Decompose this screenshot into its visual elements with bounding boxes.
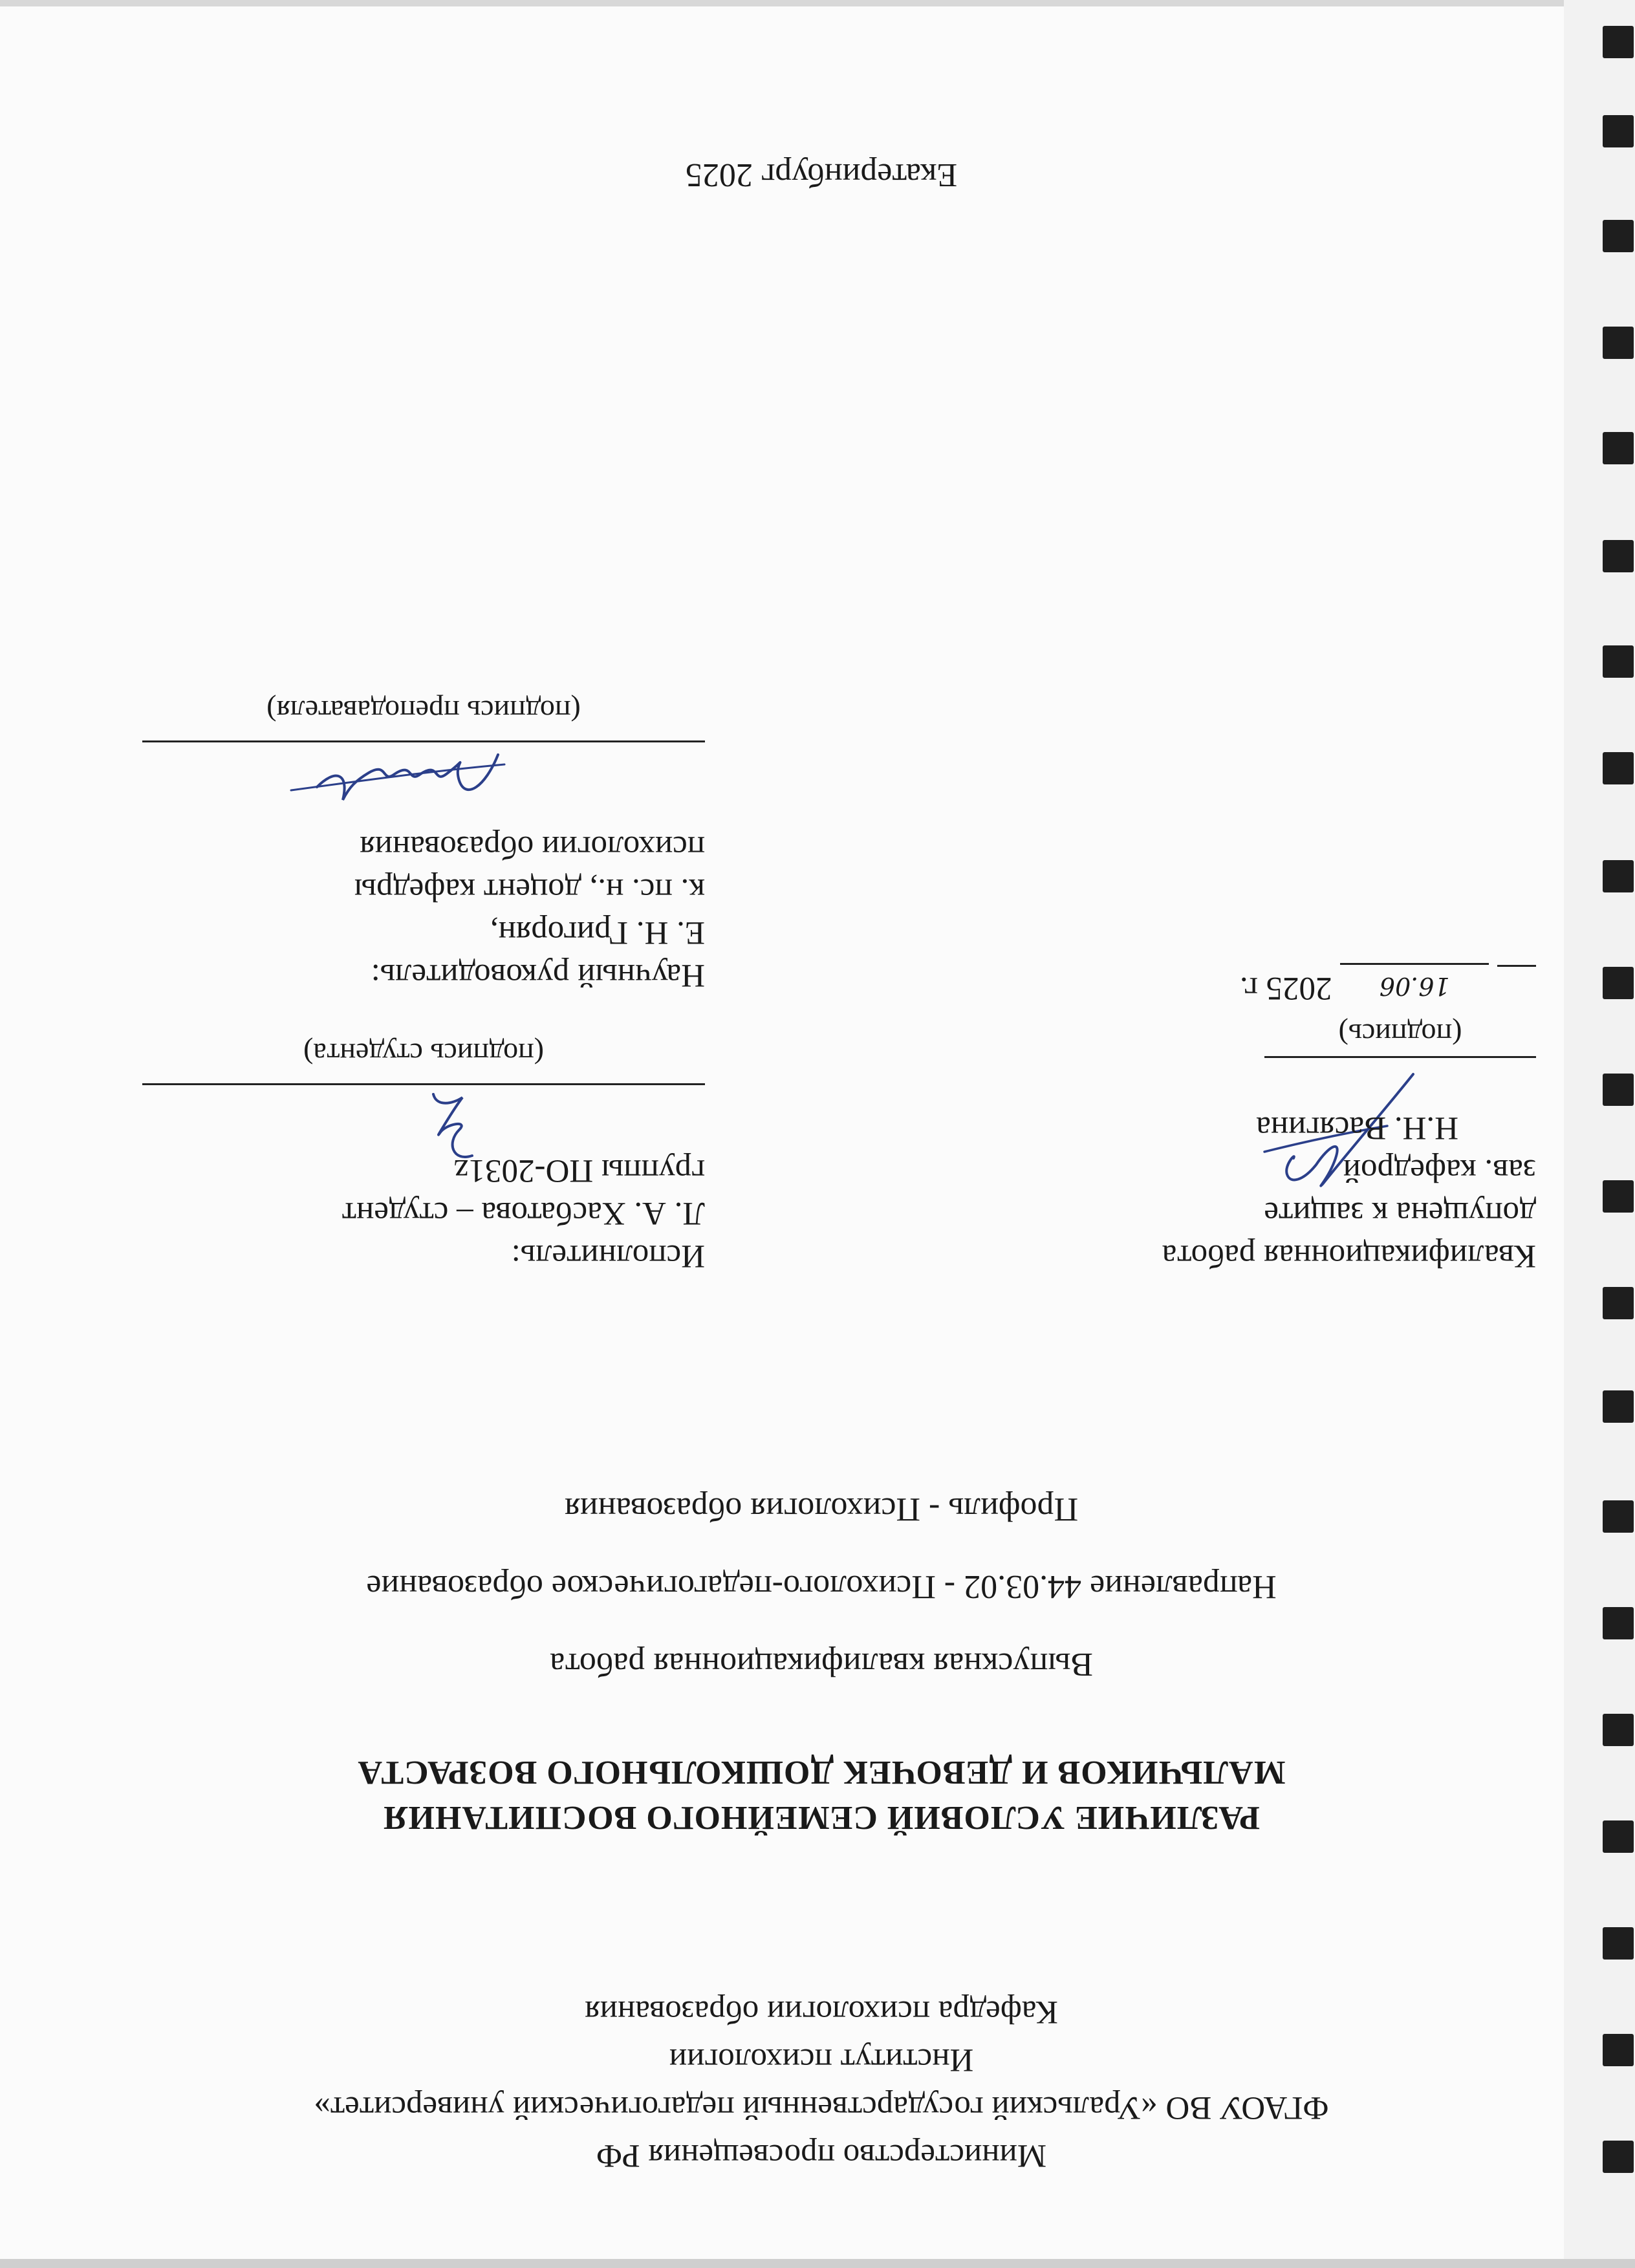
city-year: Екатеринбург 2025 — [685, 157, 958, 193]
head-signature-line — [1264, 1056, 1536, 1058]
supervisor-position-1: к. пс. н., доцент кафедры — [354, 872, 705, 908]
binding-hole — [1603, 1074, 1634, 1106]
people-block — [142, 693, 705, 1277]
day-blank — [1497, 965, 1536, 1010]
binding-hole — [1603, 220, 1634, 252]
binding-hole — [1603, 1180, 1634, 1213]
supervisor-signature-caption: (подпись преподавателя) — [266, 695, 581, 728]
supervisor-name: Е. Н. Григорян, — [490, 914, 705, 951]
supervisor-signature-line — [142, 740, 705, 742]
student-signature-icon — [414, 1078, 492, 1169]
department-line: Кафедра психологии образования — [585, 1994, 1058, 2030]
binding-hole — [1603, 2141, 1634, 2173]
admission-block — [1019, 963, 1536, 1277]
student-signature-field — [142, 1072, 705, 1149]
binding-hole — [1603, 752, 1634, 784]
head-signature-caption: (подпись) — [1338, 1018, 1462, 1051]
binding-hole — [1603, 1927, 1634, 1960]
binding-hole — [1603, 1607, 1634, 1639]
scan-edge-top — [0, 0, 1635, 6]
binding-hole — [1603, 327, 1634, 359]
spiral-binding — [1564, 0, 1635, 2268]
binding-hole — [1603, 2034, 1634, 2066]
title-page-rotated — [78, 97, 1565, 2205]
direction: Направление 44.03.02 - Психолого-педагогическое образование — [366, 1568, 1277, 1605]
supervisor-signature-field — [142, 729, 705, 826]
binding-hole — [1603, 860, 1634, 892]
binding-hole — [1603, 115, 1634, 147]
scan-edge-bottom — [0, 2259, 1635, 2268]
admission-line-2: допущена к защите — [1264, 1195, 1536, 1231]
binding-hole — [1603, 432, 1634, 464]
ministry-line: Министерство просвещения РФ — [596, 2137, 1047, 2174]
date-handwritten: 16.06 — [1340, 963, 1489, 1008]
binding-hole — [1603, 26, 1634, 58]
profile: Профиль - Психология образования — [564, 1491, 1079, 1528]
binding-hole — [1603, 540, 1634, 572]
head-signature-field — [1264, 1018, 1536, 1113]
supervisor-label: Научный руководитель: — [371, 957, 705, 993]
binding-hole — [1603, 1287, 1634, 1319]
binding-hole — [1603, 645, 1634, 678]
work-type: Выпускная квалификационная работа — [550, 1646, 1093, 1683]
binding-hole — [1603, 1714, 1634, 1746]
admission-line-1: Квалификационная работа — [1162, 1238, 1536, 1274]
executor-group: группы ПО-2031z — [453, 1152, 705, 1189]
binding-hole — [1603, 1500, 1634, 1533]
executor-name: Л. А. Хасбатова – студент — [341, 1195, 705, 1231]
admission-date-row — [1019, 963, 1536, 1010]
admission-line-3: зав. кафедрой — [1343, 1152, 1536, 1189]
university-line: ФГАОУ ВО «Уральский государственный педагогический университет» — [314, 2090, 1329, 2126]
title-line-1: РАЗЛИЧИЕ УСЛОВИЙ СЕМЕЙНОГО ВОСПИТАНИЯ — [382, 1799, 1261, 1836]
admission-year: 2025 г. — [1239, 970, 1332, 1006]
student-signature-caption: (подпись студента) — [303, 1037, 544, 1070]
title-line-2: МАЛЬЧИКОВ И ДЕВОЧЕК ДОШКОЛЬНОГО ВОЗРАСТА — [357, 1754, 1286, 1791]
thesis-title — [78, 1749, 1565, 1840]
binding-hole — [1603, 967, 1634, 999]
header-block — [78, 1988, 1565, 2179]
student-signature-line — [142, 1083, 705, 1085]
supervisor-position-2: психологии образования — [360, 829, 705, 865]
executor-label: Исполнитель: — [511, 1238, 705, 1274]
binding-hole — [1603, 1820, 1634, 1853]
supervisor-signature-icon — [278, 729, 511, 826]
binding-hole — [1603, 1390, 1634, 1423]
institute-line: Институт психологии — [669, 2042, 974, 2078]
head-name: Н.Н. Васягина — [1256, 1110, 1458, 1146]
